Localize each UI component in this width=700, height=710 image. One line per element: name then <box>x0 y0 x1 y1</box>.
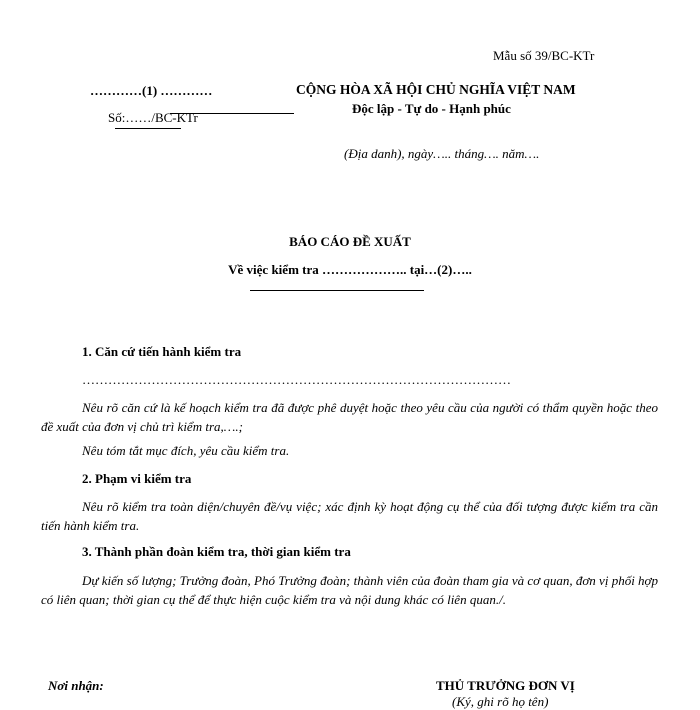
place-date: (Địa danh), ngày….. tháng…. năm…. <box>344 146 540 161</box>
document-number-underline <box>115 128 181 129</box>
header-divider-line <box>170 113 294 114</box>
national-motto: Độc lập - Tự do - Hạnh phúc <box>352 101 511 116</box>
section-heading: 3. Thành phần đoàn kiểm tra, thời gian kiểm tra <box>82 544 351 559</box>
section-heading: 2. Phạm vi kiểm tra <box>82 471 192 486</box>
head-of-unit-title: THỦ TRƯỞNG ĐƠN VỊ <box>436 678 575 693</box>
nation-name: CỘNG HÒA XÃ HỘI CHỦ NGHĨA VIỆT NAM <box>296 82 576 97</box>
document-subject: Về việc kiểm tra ……………….. tại…(2)….. <box>228 262 472 277</box>
recipients-label: Nơi nhận: <box>48 678 104 693</box>
section-paragraph: Dự kiến số lượng; Trưởng đoàn, Phó Trưởng đoàn; thành viên của đoàn tham gia và cơ quan, đơn vị phối hợp có liên quan; thời gian cụ thể để thực hiện cuộc kiểm tra và nội dung khác có liên quan./. <box>41 573 658 607</box>
section-paragraph: Nêu rõ căn cứ là kế hoạch kiểm tra đã được phê duyệt hoặc theo yêu cầu của người có thẩm quyền hoặc theo đề xuất của đơn vị chủ trì kiểm tra,….; <box>41 400 658 434</box>
document-number: Số:……/BC-KTr <box>108 110 198 125</box>
document-title: BÁO CÁO ĐỀ XUẤT <box>289 234 411 249</box>
signature-note: (Ký, ghi rõ họ tên) <box>452 694 549 709</box>
section-paragraph: Nêu tóm tắt mục đích, yêu cầu kiểm tra. <box>82 443 290 458</box>
organization-placeholder: …………(1) ………… <box>90 83 213 98</box>
section-heading: 1. Căn cứ tiến hành kiểm tra <box>82 344 242 359</box>
form-number: Mẫu số 39/BC-KTr <box>493 48 595 63</box>
dotted-fill-line: ……………………………………………………………………………………… <box>82 372 511 387</box>
subject-underline <box>250 290 424 291</box>
section-paragraph: Nêu rõ kiểm tra toàn diện/chuyên đề/vụ việc; xác định kỳ hoạt động cụ thể của đối tượng được kiểm tra cần tiến hành kiểm tra. <box>41 499 658 533</box>
